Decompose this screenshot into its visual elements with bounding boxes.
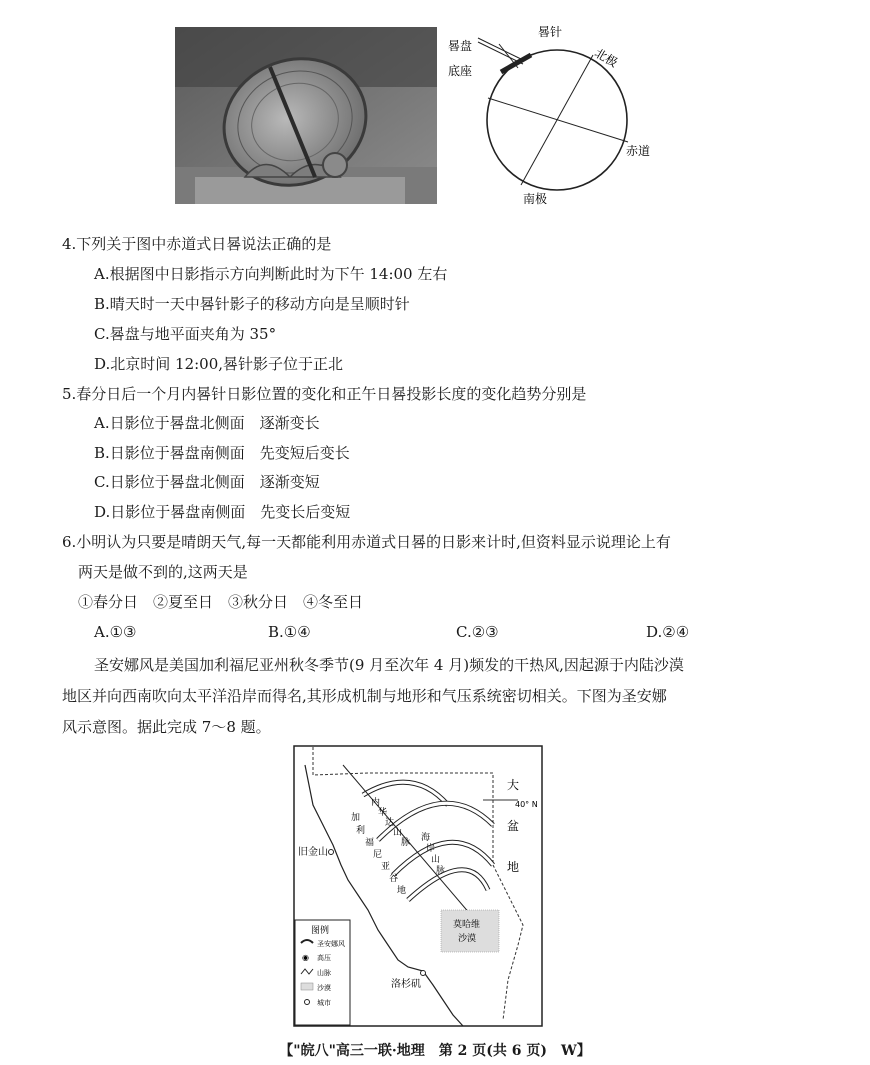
city-la-dot [421,971,426,976]
la-label: 洛杉矶 [391,979,421,990]
desert-label-2: 沙漠 [458,934,477,944]
legend-item-desert: 沙漠 [317,984,331,992]
desert-label-1: 莫哈维 [453,920,481,930]
diagram-label-south: 南极 [523,192,548,206]
base-block [501,55,531,72]
question-5-option-a: A.日影位于晷盘北侧面 逐渐变长 [94,414,320,432]
city-sf-dot [329,850,334,855]
coast-range-label-4: 脉 [436,866,446,876]
diagram-label-north: 北极 [592,45,620,70]
question-5-option-c: C.日影位于晷盘北侧面 逐渐变短 [94,473,320,491]
question-4-stem: 4.下列关于图中赤道式日晷说法正确的是 [62,235,332,253]
legend-item-city: 城市 [317,999,331,1007]
question-4-option-c: C.晷盘与地平面夹角为 35° [94,325,277,343]
great-basin-label-1: 大 [507,778,520,792]
legend-item-high: 高压 [317,954,331,962]
question-5-option-d: D.日影位于晷盘南侧面 先变长后变短 [94,503,351,521]
passage-line-2: 地区并向西南吹向太平洋沿岸而得名,其形成机制与地形和气压系统密切相关。下图为圣安娜 [62,687,667,705]
question-6-stem-line1: 6.小明认为只要是晴朗天气,每一天都能利用赤道式日晷的日影来计时,但资料显示说理论上有 [62,533,671,551]
question-6-stem-line2: 两天是做不到的,这两天是 [78,563,248,581]
coast-range-label-2: 岸 [426,844,436,854]
diagram-label-base: 底座 [448,64,473,78]
question-5-option-b: B.日影位于晷盘南侧面 先变短后变长 [94,444,350,462]
question-4-option-d: D.北京时间 12:00,晷针影子位于正北 [94,355,344,373]
desert-area [441,910,499,952]
valley-label-5: 亚 [381,862,391,872]
sierra-label-4: 山 [393,828,403,838]
question-6-items: ①春分日 ②夏至日 ③秋分日 ④冬至日 [78,593,364,611]
legend-item-wind: 圣安娜风 [317,940,345,948]
page-footer: 【"皖八"高三一联·地理 第 2 页(共 6 页) W】 [279,1043,591,1059]
sundial-diagram [443,20,668,210]
sierra-label-1: 内 [371,798,381,808]
great-basin-label-2: 盆 [507,819,520,833]
question-6-option-a: A.①③ [94,623,137,641]
passage-line-3: 风示意图。据此完成 7～8 题。 [62,718,271,736]
coast-range-label-3: 山 [431,855,441,865]
latitude-label: 40° N [515,800,538,809]
sierra-label-5: 脉 [401,838,411,848]
dial-plate [478,38,523,60]
legend-item-mountain: 山脉 [317,969,331,977]
question-6-option-b: B.①④ [268,623,311,641]
valley-label-6: 谷 [389,874,399,884]
diagram-label-needle: 晷针 [538,25,563,39]
valley-label-7: 地 [397,886,407,896]
equator-line [488,98,628,142]
question-6-option-c: C.②③ [456,623,499,641]
question-6-option-d: D.②④ [646,623,690,641]
question-5-stem: 5.春分日后一个月内晷针日影位置的变化和正午日晷投影长度的变化趋势分别是 [62,385,587,403]
passage-line-1: 圣安娜风是美国加利福尼亚州秋冬季节(9 月至次年 4 月)频发的干热风,因起源于内陆沙漠 [94,656,684,674]
valley-label-2: 利 [356,826,366,836]
valley-label-1: 加 [351,813,361,823]
legend-title: 图例 [311,926,330,936]
question-4-option-a: A.根据图中日影指示方向判断此时为下午 14:00 左右 [94,265,448,283]
great-basin-label-3: 地 [507,860,520,874]
valley-label-4: 尼 [373,850,383,860]
sierra-label-3: 达 [385,818,395,828]
diagram-label-equator: 赤道 [626,144,651,158]
sf-label: 旧金山 [298,847,328,858]
legend-high-icon: ◉ [302,953,309,962]
santa-ana-map [293,745,543,1027]
sundial-photo [175,27,437,204]
diagram-label-dial: 晷盘 [448,39,473,53]
question-4-option-b: B.晴天时一天中晷针影子的移动方向是呈顺时针 [94,295,410,313]
coast-range-label-1: 海 [421,833,431,843]
sierra-label-2: 华 [378,808,388,818]
valley-label-3: 福 [365,838,375,848]
